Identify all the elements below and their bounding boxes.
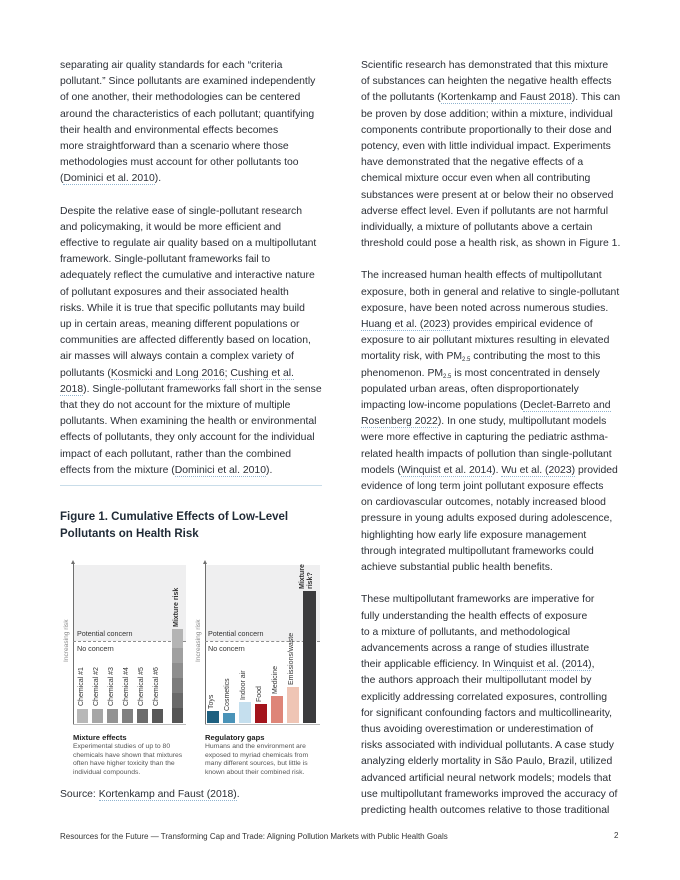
figure-source: Source: Kortenkamp and Faust (2018). <box>60 789 240 800</box>
bar-chemical-2 <box>92 709 103 723</box>
citation-link[interactable]: 2018 <box>60 383 84 395</box>
section-divider <box>60 485 322 486</box>
label-medicine: Medicine <box>272 665 279 694</box>
label-chemical-6: Chemical #6 <box>153 667 160 706</box>
y-axis-label: Increasing risk <box>63 619 70 662</box>
citation-link[interactable]: Winquist et al. 2014 <box>400 464 493 476</box>
threshold-line <box>73 641 186 642</box>
y-axis-label: Increasing risk <box>195 619 202 662</box>
label-indoor-air: Indoor air <box>240 670 247 700</box>
no-concern-label: No concern <box>208 644 245 653</box>
page-number: 2 <box>614 831 619 840</box>
bar-chemical-5 <box>137 709 148 723</box>
y-axis <box>205 564 206 725</box>
potential-concern-label: Potential concern <box>77 629 133 638</box>
paragraph-frameworks-imperative: These multipollutant frameworks are imperative for fully understanding the health effects of exposure to a mixture of pollutants, and methodological advancements across a range of studies illustrate their applicable efficiency. In Winquist et al. (2014), the authors approach their multipollutant model by explicitly addressing correlated exposures, controlling for significant confounding factors and multicollinearity, thus avoiding overestimation or underestimation of risks associated with individual pollutants. A case study analyzing elderly mortality in São Paulo, Brazil, utilized advanced artificial neural network models; models that use multipollutant frameworks improved the accuracy of predicting health outcomes relative to those traditional <box>361 594 618 816</box>
citation-link[interactable]: Cushing et al. <box>230 367 294 379</box>
paragraph-health-effects-studies: The increased human health effects of multipollutant exposure, both in general and relative to single-pollutant exposure, have been noted across numerous studies. Huang et al. (2023) provides empirical evidence of exposure to air pollutant mixtures resulting in elevated mortality risk, with $PM_{2.5}$ contributing the most to this phenomenon. $PM_{2.5}$ is most concentrated in densely populated urban areas, often disproportionately impacting low-income populations (Declet-Barreto and Rosenberg 2022). In one study, multipollutant models were more effective in capturing the pediatric asthma- related health impacts of pollution than single-pollutant models (Winquist et al. 2014). Wu et al. (2023) provided evidence of long term joint pollutant exposure effects on cardiovascular outcomes, notably increased blood pressure in young adults exposed during adolescence, highlighting how early life exposure management through integrated multipollutant frameworks could achieve substantial public health benefits. <box>361 270 620 574</box>
bar-chemical-4 <box>122 709 133 723</box>
label-toys: Toys <box>208 694 215 709</box>
source-citation-link[interactable]: Kortenkamp and Faust (2018) <box>98 789 237 800</box>
citation-link[interactable]: Declet-Barreto and <box>523 400 611 412</box>
bar-chemical-1 <box>77 709 88 723</box>
bar-cosmetics <box>223 713 235 723</box>
label-chemical-1: Chemical #1 <box>78 667 85 706</box>
page-footer: Resources for the Future — Transforming Cap and Trade: Aligning Pollution Markets with Public Health Goals <box>60 832 448 841</box>
chart-regulatory-gaps <box>192 560 322 730</box>
bar-chemical-3 <box>107 709 118 723</box>
bar-medicine <box>271 696 283 723</box>
potential-concern-label: Potential concern <box>208 629 264 638</box>
citation-link[interactable]: Rosenberg 2022 <box>361 416 438 428</box>
left-column <box>60 58 330 495</box>
bar-food <box>255 704 267 723</box>
chart-mixture-effects <box>60 560 190 730</box>
chart1-caption-title: Mixture effects <box>73 733 127 742</box>
citation-link[interactable]: Winquist et al. (2014) <box>493 659 592 671</box>
citation-link[interactable]: Dominici et al. 2010 <box>63 173 155 185</box>
chart1-caption-body: Experimental studies of up to 80 chemicals have shown that mixtures often have higher toxicity than the individual compounds. <box>73 743 183 776</box>
paragraph-criteria-pollutants: separating air quality standards for each “criteria pollutant.” Since pollutants are examined independently of one another, their methodologies can be centered around the characteristics of each pollutant; quantifying their health and environmental effects becomes more straightforward than a scenario where those methodologies must account for other pollutants too (Dominici et al. 2010). <box>60 60 316 185</box>
label-emissions-waste: Emissions/waste <box>288 632 295 685</box>
citation-link[interactable]: Dominici et al. 2010 <box>174 464 266 476</box>
chart2-caption-body: Humans and the environment are exposed to myriad chemicals from many different sources, but little is known about their combined risk. <box>205 743 309 776</box>
no-concern-label: No concern <box>77 644 114 653</box>
paragraph-multipollutant-framework: Despite the relative ease of single-pollutant research and policymaking, it would be more efficient and effective to regulate air quality based on a multipollutant framework. Single-pollutant frameworks fail to adequately reflect the cumulative and interactive nature of pollutant exposures and their associated health risks. While it is true that specific pollutants may build up in certain areas, meaning different populations or communities are affected differently based on location, air masses will always contain a complex variety of pollutants (Kosmicki and Long 2016; Cushing et al. 2018). Single-pollutant frameworks fall short in the sense that they do not account for the mixture of multiple pollutants. When examining the health or environmental effects of pollutants, they only account for the individual impact of each pollutant, rather than the combined effects from the mixture (Dominici et al. 2010). <box>60 205 322 476</box>
citation-link[interactable]: Kortenkamp and Faust 2018 <box>440 92 572 104</box>
y-axis-arrow-icon <box>71 560 75 564</box>
bar-mixture-risk <box>172 629 183 723</box>
label-chemical-5: Chemical #5 <box>138 667 145 706</box>
paragraph-mixture-effects: Scientific research has demonstrated that this mixture of substances can heighten the negative health effects of the pollutants (Kortenkamp and Faust 2018). This can be proven by dose addition; within a mixture, individual components contribute proportionally to their dose and potency, even with little individual impact. Experiments have demonstrated that the negative effects of a chemical mixture occur even when all contributing substances were present at or below their no observed adverse effect level. Even if pollutants are not harmful individually, a mixture of pollutants above a certain threshold could pose a health risk, as shown in Figure 1. <box>361 60 621 250</box>
label-cosmetics: Cosmetics <box>224 678 231 711</box>
label-mixture-risk: Mixture risk <box>173 587 180 627</box>
x-axis <box>73 724 186 725</box>
label-mixture-risk: Mixture risk? <box>299 564 314 589</box>
bar-chemical-6 <box>152 709 163 723</box>
label-chemical-2: Chemical #2 <box>93 667 100 706</box>
label-chemical-4: Chemical #4 <box>123 667 130 706</box>
bar-emissions-waste <box>287 687 299 723</box>
bar-mixture-risk <box>303 591 316 723</box>
bar-toys <box>207 711 219 723</box>
label-food: Food <box>256 686 263 702</box>
y-axis-arrow-icon <box>203 560 207 564</box>
right-column <box>361 58 629 835</box>
citation-link[interactable]: Huang et al. (2023) <box>361 319 450 331</box>
label-chemical-3: Chemical #3 <box>108 667 115 706</box>
citation-link[interactable]: Wu et al. (2023) <box>501 464 576 476</box>
chart2-caption-title: Regulatory gaps <box>205 733 265 742</box>
x-axis <box>205 724 320 725</box>
y-axis <box>73 564 74 725</box>
bar-indoor-air <box>239 702 251 723</box>
figure-title: Figure 1. Cumulative Effects of Low-Level Pollutants on Health Risk <box>60 511 289 540</box>
citation-link[interactable]: Kosmicki and Long 2016 <box>110 367 225 379</box>
